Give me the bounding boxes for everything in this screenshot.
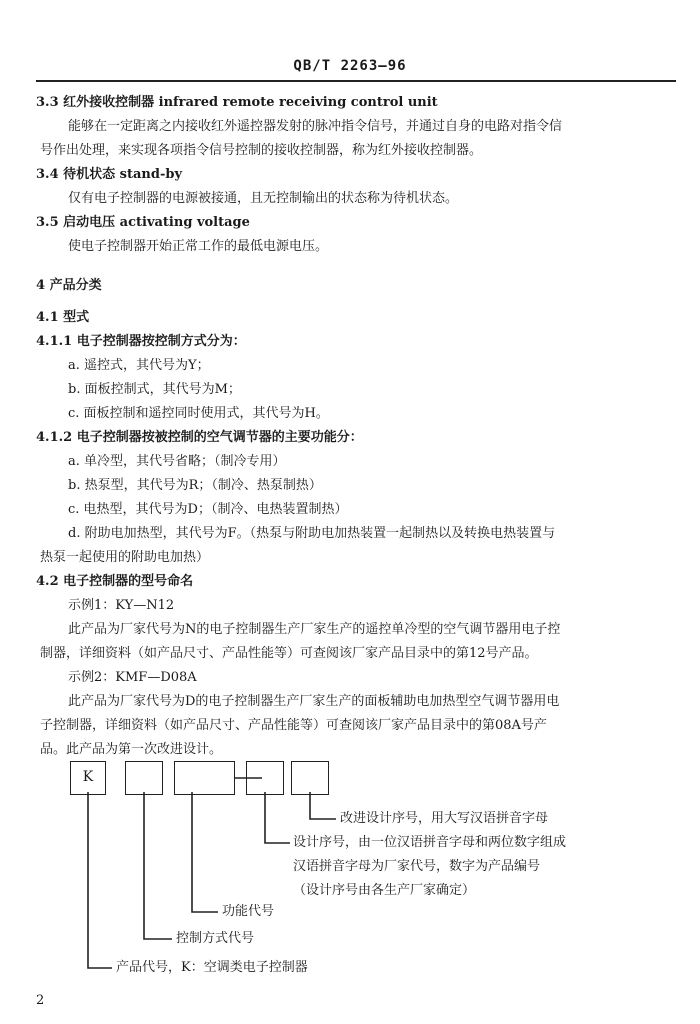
product-code-line	[88, 792, 112, 968]
clause-3-3-text-line2: 号作出处理，来实现各项指令信号控制的接收控制器，称为红外接收控制器。	[40, 143, 483, 158]
product-code-box	[70, 761, 106, 795]
example-2-text-line1: 此产品为厂家代号为D的电子控制器生产厂家生产的面板辅助电加热型空气调节器用电	[68, 694, 560, 709]
design-number-label: 设计序号，由一位汉语拼音字母和两位数字组成	[293, 835, 567, 850]
function-code-box	[174, 761, 235, 795]
page-number: 2	[36, 993, 45, 1008]
example-1-text-line2: 制器，详细资料（如产品尺寸、产品性能等）可查阅该厂家产品目录中的第12号产品。	[40, 646, 538, 661]
clause-3-5-text: 使电子控制器开始正常工作的最低电源电压。	[68, 239, 329, 254]
example-2-text-line2: 子控制器，详细资料（如产品尺寸、产品性能等）可查阅该厂家产品目录中的第08A号产	[40, 718, 547, 733]
design-number-note: （设计序号由各生产厂家确定）	[293, 883, 476, 898]
improvement-number-label: 改进设计序号，用大写汉语拼音字母	[340, 811, 549, 826]
list-item-a: a. 遥控式，其代号为Y；	[68, 358, 210, 373]
list-item-c: c. 电热型，其代号为D；（制冷、电热装置制热）	[68, 502, 348, 517]
function-code-label: 功能代号	[222, 904, 275, 919]
example-1-text-line1: 此产品为厂家代号为N的电子控制器生产厂家生产的遥控单冷型的空气调节器用电子控	[68, 622, 561, 637]
example-2-text-line3: 品。此产品为第一次改进设计。	[40, 742, 223, 757]
design-number-box	[246, 761, 284, 795]
function-code-line	[192, 792, 218, 912]
clause-4-1-heading: 4.1 型式	[36, 310, 90, 325]
list-item-d-continued: 热泵一起使用的附助电加热）	[40, 550, 210, 565]
control-mode-box	[125, 761, 163, 795]
control-mode-line	[144, 792, 172, 939]
section-4-heading: 4 产品分类	[36, 278, 102, 293]
list-item-a: a. 单冷型，其代号省略；（制冷专用）	[68, 454, 286, 469]
clause-3-5-heading: 3.5 启动电压 activating voltage	[36, 215, 250, 230]
clause-3-4-text: 仅有电子控制器的电源被接通，且无控制输出的状态称为待机状态。	[68, 191, 459, 206]
improvement-number-box	[291, 761, 329, 795]
product-code-letter: K	[82, 769, 94, 785]
clause-4-1-1-heading: 4.1.1 电子控制器按控制方式分为：	[36, 334, 246, 349]
product-code-label: 产品代号，K：空调类电子控制器	[116, 960, 308, 975]
list-item-c: c. 面板控制和遥控同时使用式，其代号为H。	[68, 406, 329, 421]
design-number-explanation: 汉语拼音字母为厂家代号，数字为产品编号	[293, 859, 541, 874]
clause-4-2-heading: 4.2 电子控制器的型号命名	[36, 574, 194, 589]
clause-3-3-text-line1: 能够在一定距离之内接收红外遥控器发射的脉冲指令信号，并通过自身的电路对指令信	[68, 119, 563, 134]
list-item-b: b. 热泵型，其代号为R；（制冷、热泵制热）	[68, 478, 322, 493]
clause-3-3-heading: 3.3 红外接收控制器 infrared remote receiving control unit	[36, 95, 438, 110]
example-2-label: 示例2：KMF—D08A	[68, 670, 197, 685]
control-mode-label: 控制方式代号	[176, 931, 255, 946]
list-item-d: d. 附助电加热型，其代号为F。（热泵与附助电加热装置一起制热以及转换电热装置与	[68, 526, 556, 541]
standard-code-header: QB/T 2263—96	[293, 58, 407, 74]
improvement-number-line	[310, 792, 336, 819]
clause-3-4-heading: 3.4 待机状态 stand-by	[36, 167, 182, 182]
list-item-b: b. 面板控制式，其代号为M；	[68, 382, 241, 397]
example-1-label: 示例1：KY—N12	[68, 598, 175, 613]
clause-4-1-2-heading: 4.1.2 电子控制器按被控制的空气调节器的主要功能分：	[36, 430, 363, 445]
design-number-line	[265, 792, 290, 843]
